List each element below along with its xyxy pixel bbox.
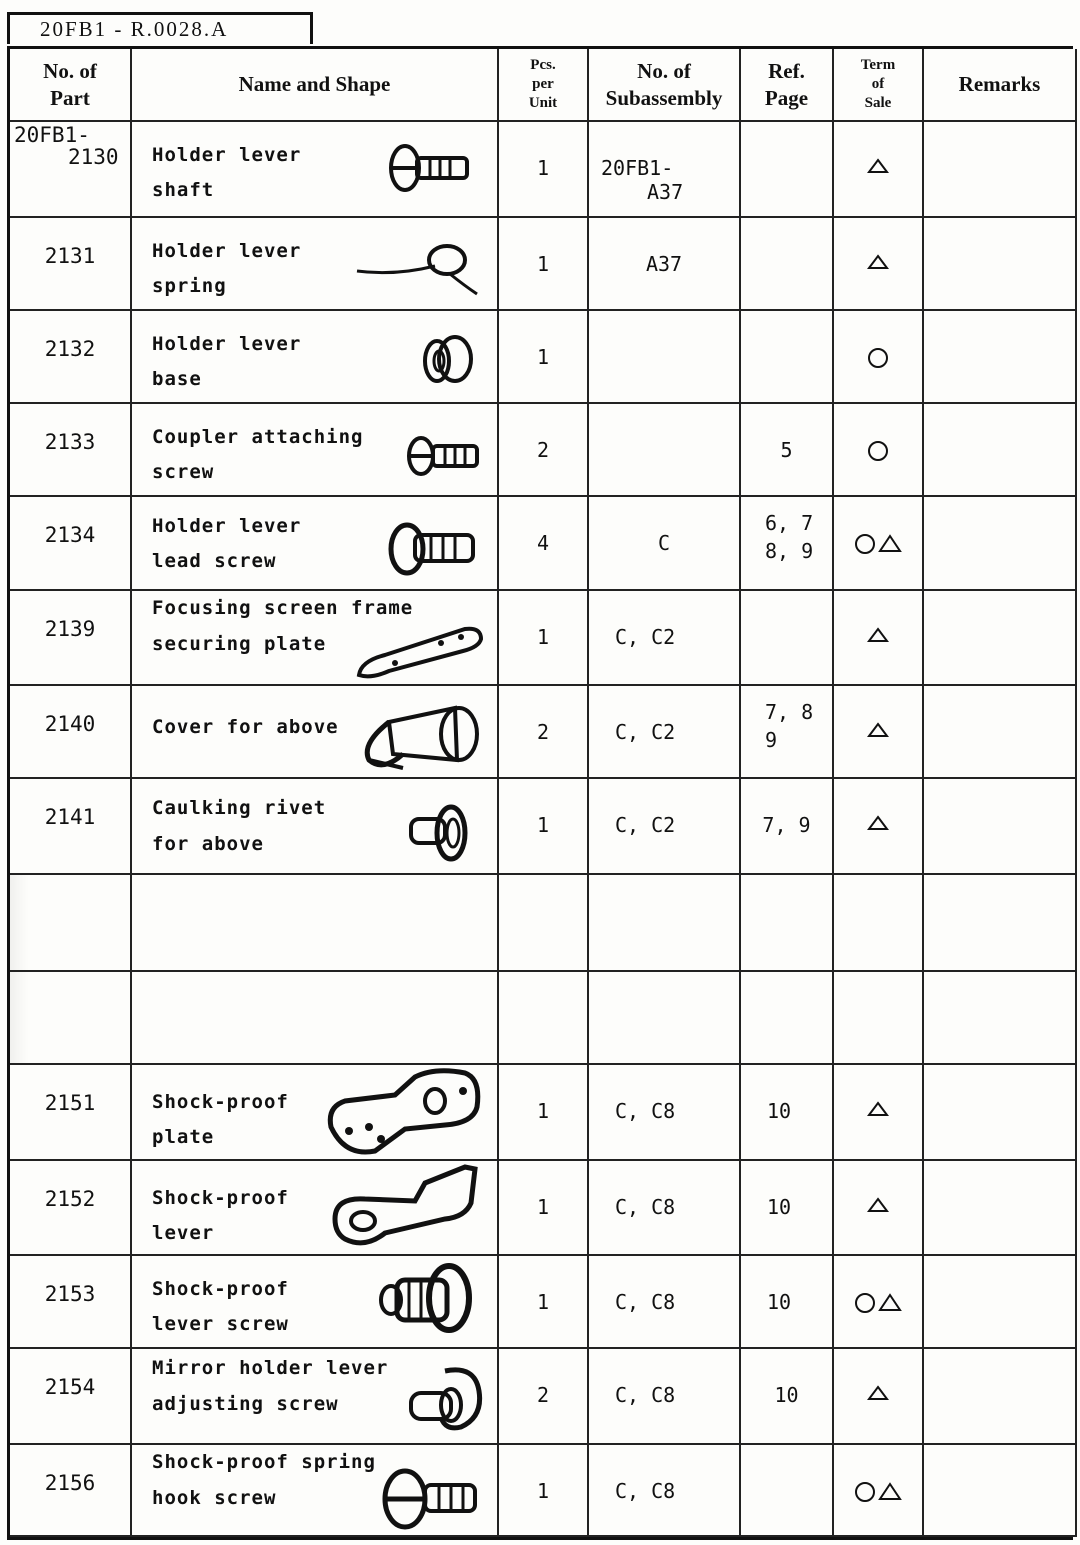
plate-icon (355, 621, 485, 681)
remarks (923, 217, 1076, 310)
part-number: 2153 (10, 1255, 131, 1348)
remarks (923, 1444, 1076, 1536)
header-name-shape: Name and Shape (131, 49, 498, 121)
part-name: Shock-proof spring hook screw (131, 1444, 498, 1536)
triangle-icon (867, 1385, 889, 1401)
header-row (10, 49, 1076, 121)
lead-screw-icon (385, 505, 485, 581)
term-of-sale (833, 1348, 923, 1443)
part-number: 2152 (10, 1160, 131, 1255)
circle-triangle-icon (854, 1292, 902, 1314)
table-row (10, 1348, 1076, 1443)
table-row (10, 590, 1076, 685)
ref-page: 7, 8 9 (740, 685, 833, 778)
subassembly: C, C8 (588, 1160, 740, 1255)
ref-page: 10 (740, 1064, 833, 1159)
circle-icon (867, 347, 889, 369)
term-of-sale (833, 1255, 923, 1348)
shock-lever-icon (325, 1163, 485, 1253)
term-of-sale (833, 590, 923, 685)
parts-table (10, 49, 1077, 1537)
part-number: 2139 (10, 590, 131, 685)
subassembly: A37 (588, 217, 740, 310)
spring-icon (355, 226, 485, 296)
triangle-icon (867, 722, 889, 738)
triangle-icon (867, 158, 889, 174)
remarks (923, 403, 1076, 496)
lever-screw-icon (375, 1258, 485, 1344)
part-number: 2141 (10, 778, 131, 873)
rivet-icon (405, 801, 485, 871)
part-number: 2154 (10, 1348, 131, 1443)
ref-page (740, 310, 833, 403)
header-pcs-per-unit: Pcs. per Unit (498, 49, 588, 121)
remarks (923, 310, 1076, 403)
table-row (10, 121, 1076, 216)
remarks (923, 1348, 1076, 1443)
term-of-sale (833, 217, 923, 310)
part-name: Shock-proof lever (131, 1160, 498, 1255)
part-name: Cover for above (131, 685, 498, 778)
part-name: Focusing screen frame securing plate (131, 590, 498, 685)
header-part-no: No. of Part (10, 49, 131, 121)
table-row (10, 1255, 1076, 1348)
triangle-icon (867, 1101, 889, 1117)
subassembly: C, C8 (588, 1348, 740, 1443)
base-icon (415, 319, 485, 391)
shock-plate-icon (325, 1067, 485, 1157)
ref-page (740, 121, 833, 216)
adjusting-screw-icon (405, 1361, 485, 1437)
pcs-per-unit: 1 (498, 778, 588, 873)
triangle-icon (867, 254, 889, 270)
table-row (10, 310, 1076, 403)
term-of-sale (833, 403, 923, 496)
subassembly: C, C2 (588, 778, 740, 873)
pcs-per-unit: 1 (498, 217, 588, 310)
table-row (10, 1160, 1076, 1255)
header-ref-page: Ref. Page (740, 49, 833, 121)
ref-page: 7, 9 (740, 778, 833, 873)
pcs-per-unit: 1 (498, 590, 588, 685)
pcs-per-unit: 1 (498, 310, 588, 403)
table-row (10, 217, 1076, 310)
circle-icon (867, 440, 889, 462)
header-remarks: Remarks (923, 49, 1076, 121)
part-name: Coupler attaching screw (131, 403, 498, 496)
table-row (10, 1064, 1076, 1159)
subassembly (588, 310, 740, 403)
table-row (10, 778, 1076, 873)
part-name: Shock-proof plate (131, 1064, 498, 1159)
part-name: Caulking rivet for above (131, 778, 498, 873)
term-of-sale (833, 310, 923, 403)
subassembly: C, C8 (588, 1444, 740, 1536)
ref-page: 6, 7 8, 9 (740, 496, 833, 589)
document-code: 20FB1 - R.0028.A (7, 12, 313, 44)
remarks (923, 590, 1076, 685)
screw-icon (399, 412, 485, 482)
part-number: 2132 (10, 310, 131, 403)
circle-triangle-icon (854, 1481, 902, 1503)
subassembly (588, 403, 740, 496)
subassembly: 20FB1- A37 (588, 121, 740, 216)
ref-page: 10 (740, 1348, 833, 1443)
pcs-per-unit: 1 (498, 1444, 588, 1536)
term-of-sale (833, 496, 923, 589)
term-of-sale (833, 685, 923, 778)
pcs-per-unit: 1 (498, 1255, 588, 1348)
cover-icon (359, 694, 485, 774)
part-name: Holder lever spring (131, 217, 498, 310)
pcs-per-unit: 1 (498, 1064, 588, 1159)
remarks (923, 685, 1076, 778)
part-number: 2140 (10, 685, 131, 778)
empty-row (10, 971, 1076, 1064)
header-term-of-sale: Term of Sale (833, 49, 923, 121)
remarks (923, 121, 1076, 216)
ref-page (740, 1444, 833, 1536)
remarks (923, 778, 1076, 873)
remarks (923, 496, 1076, 589)
pcs-per-unit: 1 (498, 121, 588, 216)
part-number: 2134 (10, 496, 131, 589)
ref-page: 10 (740, 1160, 833, 1255)
triangle-icon (867, 815, 889, 831)
part-name: Holder lever shaft (131, 121, 498, 216)
term-of-sale (833, 778, 923, 873)
part-name: Shock-proof lever screw (131, 1255, 498, 1348)
subassembly: C, C2 (588, 685, 740, 778)
part-name: Mirror holder lever adjusting screw (131, 1348, 498, 1443)
hook-screw-icon (375, 1455, 485, 1535)
part-number: 2151 (10, 1064, 131, 1159)
triangle-icon (867, 1197, 889, 1213)
pcs-per-unit: 2 (498, 685, 588, 778)
part-number: 20FB1- 2130 (10, 121, 131, 216)
parts-sheet (7, 46, 1073, 1540)
remarks (923, 1255, 1076, 1348)
table-row (10, 685, 1076, 778)
table-row (10, 1444, 1076, 1536)
subassembly: C (588, 496, 740, 589)
ref-page: 5 (740, 403, 833, 496)
table-row (10, 496, 1076, 589)
ref-page (740, 217, 833, 310)
term-of-sale (833, 1160, 923, 1255)
table-row (10, 403, 1076, 496)
circle-triangle-icon (854, 533, 902, 555)
ref-page (740, 590, 833, 685)
shaft-icon (375, 130, 485, 200)
part-name: Holder lever base (131, 310, 498, 403)
empty-row (10, 874, 1076, 971)
triangle-icon (867, 627, 889, 643)
remarks (923, 1160, 1076, 1255)
part-number: 2133 (10, 403, 131, 496)
pcs-per-unit: 2 (498, 403, 588, 496)
subassembly: C, C2 (588, 590, 740, 685)
pcs-per-unit: 4 (498, 496, 588, 589)
term-of-sale (833, 1444, 923, 1536)
part-number: 2131 (10, 217, 131, 310)
ref-page: 10 (740, 1255, 833, 1348)
term-of-sale (833, 1064, 923, 1159)
remarks (923, 1064, 1076, 1159)
part-number: 2156 (10, 1444, 131, 1536)
pcs-per-unit: 1 (498, 1160, 588, 1255)
subassembly: C, C8 (588, 1255, 740, 1348)
term-of-sale (833, 121, 923, 216)
header-subassembly: No. of Subassembly (588, 49, 740, 121)
subassembly: C, C8 (588, 1064, 740, 1159)
pcs-per-unit: 2 (498, 1348, 588, 1443)
part-name: Holder lever lead screw (131, 496, 498, 589)
